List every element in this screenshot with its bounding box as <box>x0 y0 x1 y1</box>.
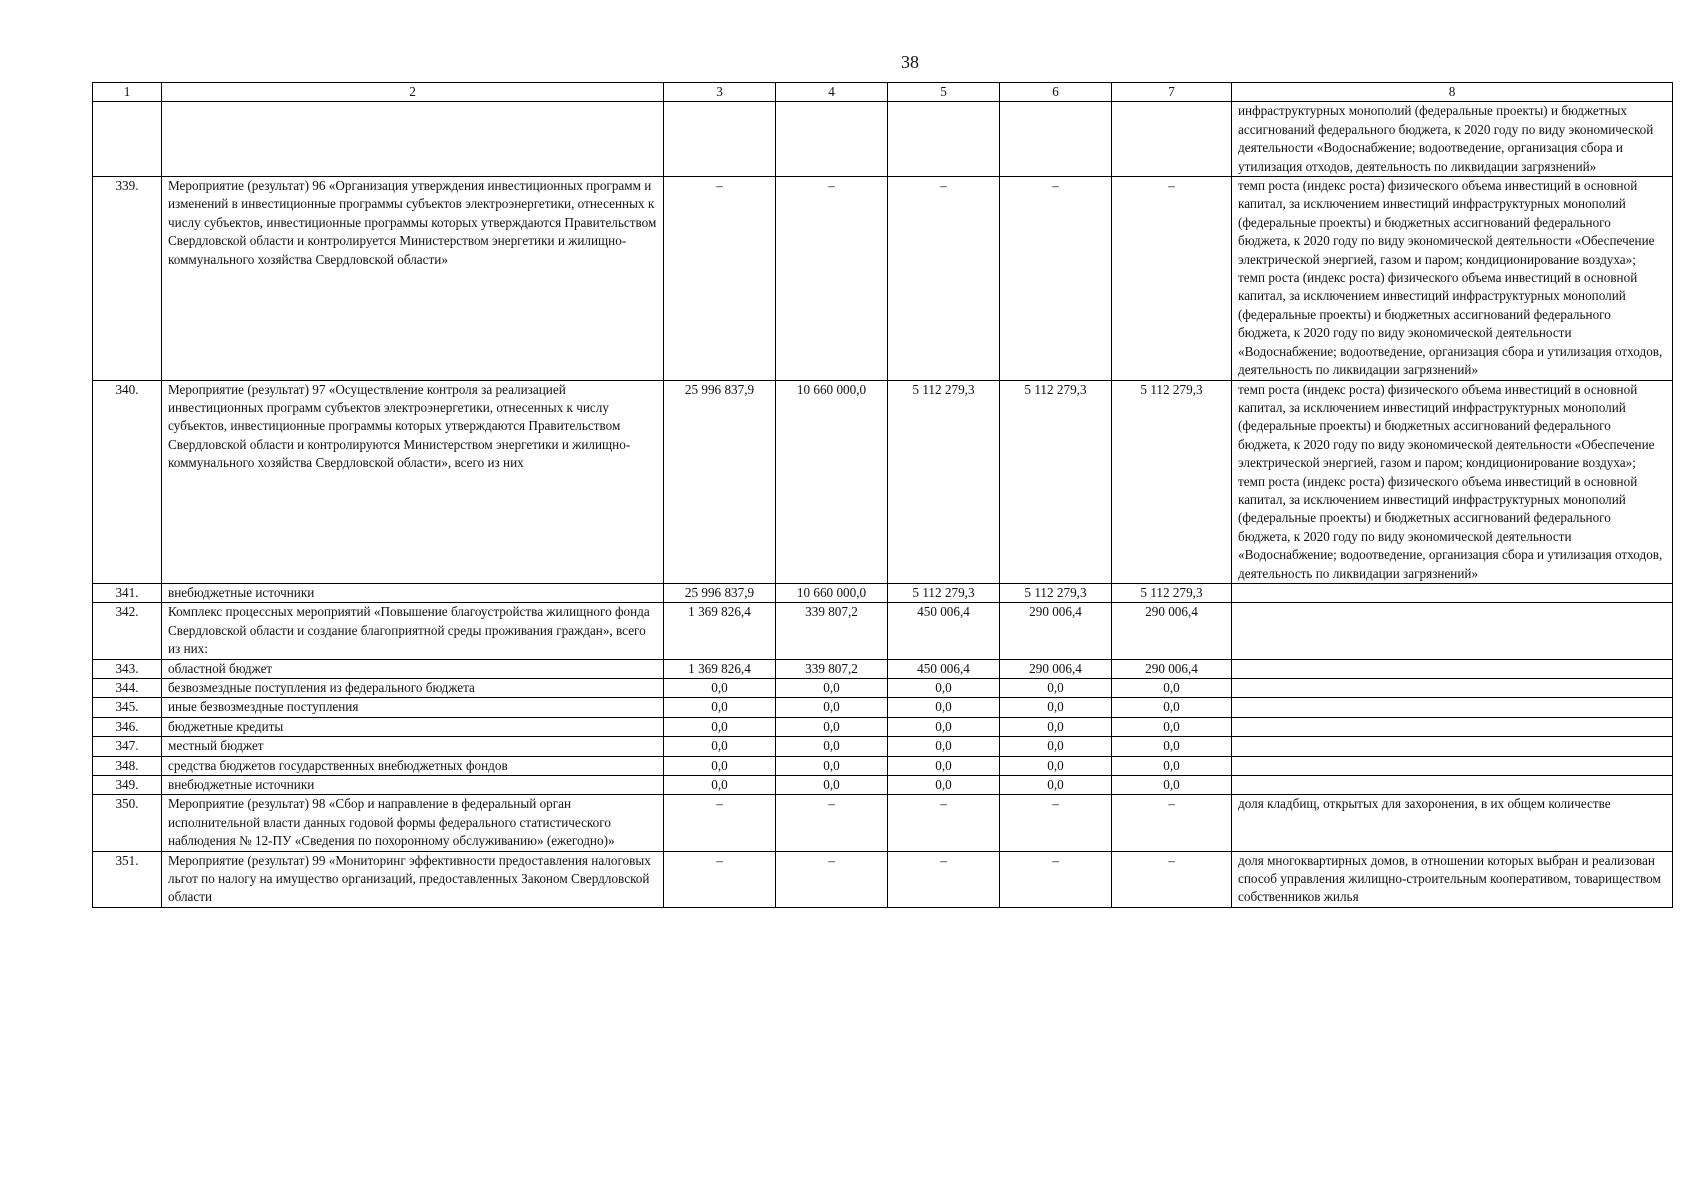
row-value: 290 006,4 <box>1112 603 1232 659</box>
row-value: – <box>1112 795 1232 851</box>
header-row <box>93 83 1673 102</box>
row-description: областной бюджет <box>162 659 664 678</box>
row-value <box>888 102 1000 177</box>
row-value: 0,0 <box>1000 737 1112 756</box>
table-row <box>93 698 1673 717</box>
row-number: 339. <box>93 177 162 380</box>
row-value: 0,0 <box>1112 698 1232 717</box>
row-value: 0,0 <box>1000 679 1112 698</box>
col-header-5: 5 <box>888 83 1000 102</box>
row-value: 10 660 000,0 <box>776 583 888 602</box>
row-value: 0,0 <box>776 698 888 717</box>
row-number <box>93 102 162 177</box>
row-description: бюджетные кредиты <box>162 717 664 736</box>
row-value: 0,0 <box>1000 717 1112 736</box>
row-target-indicator <box>1232 603 1673 659</box>
row-value: – <box>664 795 776 851</box>
row-target-indicator <box>1232 659 1673 678</box>
row-description <box>162 102 664 177</box>
row-value: 450 006,4 <box>888 603 1000 659</box>
row-value: 0,0 <box>776 717 888 736</box>
col-header-4: 4 <box>776 83 888 102</box>
row-description: Мероприятие (результат) 99 «Мониторинг эффективности предоставления налоговых льгот по налогу на имущество организаций, предоставленных Законом Свердловской области <box>162 851 664 907</box>
table-row <box>93 177 1673 380</box>
row-value: 0,0 <box>776 737 888 756</box>
row-value: 0,0 <box>664 679 776 698</box>
row-value: 0,0 <box>888 776 1000 795</box>
row-target-indicator: темп роста (индекс роста) физического объема инвестиций в основной капитал, за исключением инвестиций инфраструктурных монополий (федеральные проекты) и бюджетных ассигнований федерального бюджета, к 2020 году по виду экономической деятельности «Обеспечение электрической энергией, газом и паром; кондиционирование воздуха»; темп роста (индекс роста) физического объема инвестиций в основной капитал, за исключением инвестиций инфраструктурных монополий (федеральные проекты) и бюджетных ассигнований федерального бюджета, к 2020 году по виду экономической деятельности «Водоснабжение; водоотведение, организация сбора и утилизация отходов, деятельность по ликвидации загрязнений» <box>1232 177 1673 380</box>
row-value <box>664 102 776 177</box>
row-number: 342. <box>93 603 162 659</box>
row-number: 344. <box>93 679 162 698</box>
row-value: 0,0 <box>776 756 888 775</box>
row-value: – <box>776 851 888 907</box>
col-header-7: 7 <box>1112 83 1232 102</box>
budget-table <box>92 82 1673 908</box>
row-value: – <box>1112 177 1232 380</box>
row-value: 290 006,4 <box>1000 603 1112 659</box>
row-number: 345. <box>93 698 162 717</box>
row-number: 346. <box>93 717 162 736</box>
row-value: 0,0 <box>1000 698 1112 717</box>
row-value: 0,0 <box>664 776 776 795</box>
row-value: 0,0 <box>1112 756 1232 775</box>
row-value: 0,0 <box>664 698 776 717</box>
table-row <box>93 659 1673 678</box>
table-row <box>93 756 1673 775</box>
row-value: 450 006,4 <box>888 659 1000 678</box>
row-value: 5 112 279,3 <box>1000 380 1112 583</box>
row-value: – <box>1112 851 1232 907</box>
row-value: – <box>664 851 776 907</box>
row-number: 343. <box>93 659 162 678</box>
row-value <box>776 102 888 177</box>
row-value: – <box>888 177 1000 380</box>
col-header-2: 2 <box>162 83 664 102</box>
row-value: – <box>776 795 888 851</box>
row-value: 0,0 <box>1112 717 1232 736</box>
row-value: 339 807,2 <box>776 603 888 659</box>
table-row <box>93 603 1673 659</box>
row-value: – <box>664 177 776 380</box>
row-value: 5 112 279,3 <box>888 380 1000 583</box>
table-row <box>93 795 1673 851</box>
row-value <box>1112 102 1232 177</box>
row-value: 0,0 <box>1112 776 1232 795</box>
row-value: 0,0 <box>1000 756 1112 775</box>
row-target-indicator <box>1232 717 1673 736</box>
row-target-indicator: доля кладбищ, открытых для захоронения, в их общем количестве <box>1232 795 1673 851</box>
table-row <box>93 776 1673 795</box>
row-value: – <box>776 177 888 380</box>
col-header-6: 6 <box>1000 83 1112 102</box>
row-description: средства бюджетов государственных внебюджетных фондов <box>162 756 664 775</box>
table-row <box>93 737 1673 756</box>
row-number: 351. <box>93 851 162 907</box>
row-value: 25 996 837,9 <box>664 380 776 583</box>
row-value: 0,0 <box>1112 679 1232 698</box>
row-description: иные безвозмездные поступления <box>162 698 664 717</box>
row-target-indicator <box>1232 679 1673 698</box>
row-value: 0,0 <box>888 717 1000 736</box>
row-description: Мероприятие (результат) 96 «Организация утверждения инвестиционных программ и изменений в инвестиционные программы субъектов электроэнергетики, отнесенных к числу субъектов, инвестиционные программы которых утверждаются Правительством Свердловской области и контролируется Министерством энергетики и жилищно-коммунального хозяйства Свердловской области» <box>162 177 664 380</box>
row-number: 350. <box>93 795 162 851</box>
row-value: 5 112 279,3 <box>1112 380 1232 583</box>
row-value: 5 112 279,3 <box>888 583 1000 602</box>
row-number: 347. <box>93 737 162 756</box>
row-value: 25 996 837,9 <box>664 583 776 602</box>
row-number: 348. <box>93 756 162 775</box>
row-value: 0,0 <box>664 717 776 736</box>
row-value: 0,0 <box>776 679 888 698</box>
row-value: – <box>888 795 1000 851</box>
row-description: безвозмездные поступления из федерального бюджета <box>162 679 664 698</box>
table-row <box>93 717 1673 736</box>
row-value: 0,0 <box>664 756 776 775</box>
row-value: 1 369 826,4 <box>664 659 776 678</box>
row-target-indicator: инфраструктурных монополий (федеральные проекты) и бюджетных ассигнований федерального бюджета, к 2020 году по виду экономической деятельности «Водоснабжение; водоотведение, организация сбора и утилизация отходов, деятельность по ликвидации загрязнений» <box>1232 102 1673 177</box>
row-value: – <box>1000 795 1112 851</box>
row-value <box>1000 102 1112 177</box>
row-target-indicator <box>1232 737 1673 756</box>
page-number: 38 <box>901 52 919 72</box>
row-target-indicator <box>1232 756 1673 775</box>
row-value: 5 112 279,3 <box>1112 583 1232 602</box>
row-value: 1 369 826,4 <box>664 603 776 659</box>
row-value: 0,0 <box>1112 737 1232 756</box>
table-row <box>93 583 1673 602</box>
row-description: Мероприятие (результат) 97 «Осуществление контроля за реализацией инвестиционных программ субъектов электроэнергетики, отнесенных к числу субъектов, инвестиционные программы которых утверждаются Правительством Свердловской области и контролируются Министерством энергетики и жилищно-коммунального хозяйства Свердловской области», всего из них <box>162 380 664 583</box>
table-row <box>93 102 1673 177</box>
row-number: 340. <box>93 380 162 583</box>
row-description: Мероприятие (результат) 98 «Сбор и направление в федеральный орган исполнительной власти данных годовой формы федерального статистического наблюдения № 12-ПУ «Сведения по похоронному обслуживанию» (ежегодно)» <box>162 795 664 851</box>
row-value: 0,0 <box>1000 776 1112 795</box>
row-value: 0,0 <box>888 737 1000 756</box>
row-value: 0,0 <box>888 698 1000 717</box>
table-row <box>93 851 1673 907</box>
table-row <box>93 679 1673 698</box>
row-target-indicator: темп роста (индекс роста) физического объема инвестиций в основной капитал, за исключением инвестиций инфраструктурных монополий (федеральные проекты) и бюджетных ассигнований федерального бюджета, к 2020 году по виду экономической деятельности «Обеспечение электрической энергией, газом и паром; кондиционирование воздуха»; темп роста (индекс роста) физического объема инвестиций в основной капитал, за исключением инвестиций инфраструктурных монополий (федеральные проекты) и бюджетных ассигнований федерального бюджета, к 2020 году по виду экономической деятельности «Водоснабжение; водоотведение, организация сбора и утилизация отходов, деятельность по ликвидации загрязнений» <box>1232 380 1673 583</box>
row-target-indicator: доля многоквартирных домов, в отношении которых выбран и реализован способ управления жилищно-строительным кооперативом, товариществом собственников жилья <box>1232 851 1673 907</box>
row-value: – <box>1000 851 1112 907</box>
row-value: 0,0 <box>888 756 1000 775</box>
row-description: местный бюджет <box>162 737 664 756</box>
row-target-indicator <box>1232 776 1673 795</box>
row-value: 0,0 <box>664 737 776 756</box>
row-value: 0,0 <box>888 679 1000 698</box>
row-number: 349. <box>93 776 162 795</box>
row-value: 0,0 <box>776 776 888 795</box>
row-target-indicator <box>1232 698 1673 717</box>
row-value: – <box>1000 177 1112 380</box>
col-header-8: 8 <box>1232 83 1673 102</box>
col-header-1: 1 <box>93 83 162 102</box>
table-row <box>93 380 1673 583</box>
row-description: внебюджетные источники <box>162 776 664 795</box>
col-header-3: 3 <box>664 83 776 102</box>
row-value: 290 006,4 <box>1112 659 1232 678</box>
row-value: – <box>888 851 1000 907</box>
row-value: 290 006,4 <box>1000 659 1112 678</box>
row-value: 339 807,2 <box>776 659 888 678</box>
row-description: Комплекс процессных мероприятий «Повышение благоустройства жилищного фонда Свердловской области и создание благоприятной среды проживания граждан», всего из них: <box>162 603 664 659</box>
row-value: 10 660 000,0 <box>776 380 888 583</box>
row-description: внебюджетные источники <box>162 583 664 602</box>
row-target-indicator <box>1232 583 1673 602</box>
row-number: 341. <box>93 583 162 602</box>
row-value: 5 112 279,3 <box>1000 583 1112 602</box>
